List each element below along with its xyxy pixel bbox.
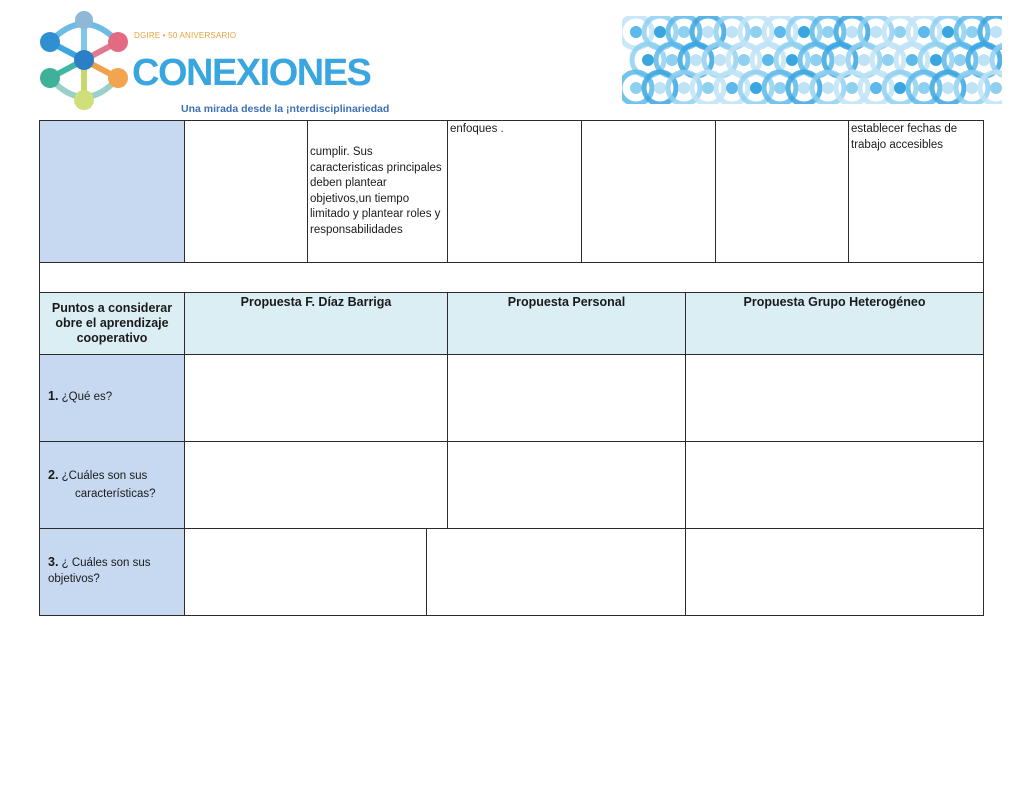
row-question-cont: características? (75, 487, 156, 500)
answer-cell[interactable] (426, 528, 686, 616)
table-cell (715, 120, 849, 263)
table-cell (184, 120, 308, 263)
row-question-line (48, 468, 176, 485)
table-spacer-row (39, 262, 984, 293)
row-number: 1. (48, 389, 59, 403)
header-grupo-heterogeneo: Propuesta Grupo Heterogéneo (685, 292, 984, 355)
row-label-que-es (39, 354, 185, 442)
row-label-objetivos (39, 528, 185, 616)
answer-cell[interactable] (447, 354, 686, 442)
answer-cell[interactable] (184, 354, 448, 442)
header-personal: Propuesta Personal (447, 292, 686, 355)
table-cell: establecer fechas de trabajo accesibles (848, 120, 984, 263)
row-number: 3. (48, 555, 59, 569)
header-diaz-barriga: Propuesta F. Díaz Barriga (184, 292, 448, 355)
answer-cell[interactable] (447, 441, 686, 529)
row-question: ¿Qué es? (61, 391, 113, 403)
answer-cell[interactable] (685, 528, 984, 616)
header-points: Puntos a considerar obre el aprendizaje cooperativo (39, 292, 185, 355)
row-question: ¿Cuáles son sus (61, 470, 148, 482)
brand-title: CONEXIONES (132, 52, 371, 94)
answer-cell[interactable] (685, 354, 984, 442)
row-label-caracteristicas (39, 441, 185, 529)
row-number: 2. (48, 468, 59, 482)
answer-cell[interactable] (184, 528, 427, 616)
anniversary-label: DGIRE • 50 ANIVERSARIO (134, 31, 237, 40)
answer-cell[interactable] (685, 441, 984, 529)
table-cell: enfoques . (447, 120, 582, 263)
table-cell (39, 120, 185, 263)
answer-cell[interactable] (184, 441, 448, 529)
brand-tagline: Una mirada desde la ¡nterdisciplinariedad (181, 103, 390, 115)
table-cell: cumplir. Sus caracteristicas principales deben plantear objetivos,un tiempo limitado y plantear roles y responsabilidades (307, 120, 448, 263)
row-question: ¿ Cuáles son sus objetivos? (48, 557, 151, 585)
table-cell (581, 120, 716, 263)
